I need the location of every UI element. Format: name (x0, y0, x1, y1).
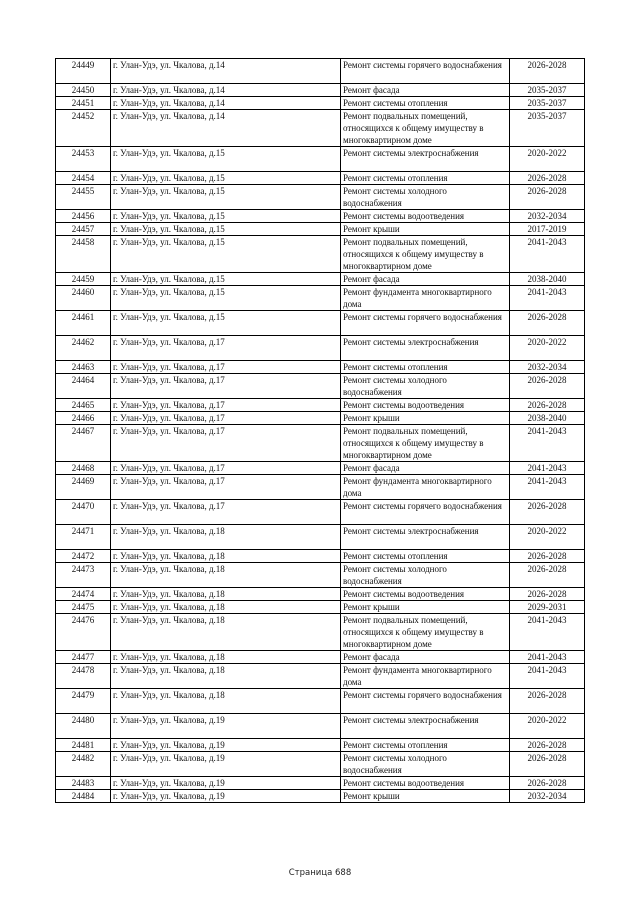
row-address: г. Улан-Удэ, ул. Чкалова, д.15 (111, 147, 341, 172)
row-number: 24450 (56, 84, 111, 97)
table-row (56, 311, 585, 336)
table-row (56, 374, 585, 399)
row-work-type: Ремонт подвальных помещений, относящихся к общему имуществу в многоквартирном доме (341, 614, 510, 651)
table-row (56, 651, 585, 664)
row-number: 24473 (56, 563, 111, 588)
row-number: 24451 (56, 97, 111, 110)
row-number: 24472 (56, 550, 111, 563)
row-address: г. Улан-Удэ, ул. Чкалова, д.15 (111, 311, 341, 336)
row-number: 24476 (56, 614, 111, 651)
row-address: г. Улан-Удэ, ул. Чкалова, д.18 (111, 689, 341, 714)
row-work-type: Ремонт фундамента многоквартирного дома (341, 286, 510, 311)
row-work-type: Ремонт системы отопления (341, 172, 510, 185)
row-work-type: Ремонт фасада (341, 651, 510, 664)
row-work-type: Ремонт системы электроснабжения (341, 714, 510, 739)
row-work-type: Ремонт крыши (341, 223, 510, 236)
row-address: г. Улан-Удэ, ул. Чкалова, д.17 (111, 475, 341, 500)
table-row (56, 412, 585, 425)
table-row (56, 475, 585, 500)
row-number: 24484 (56, 790, 111, 803)
table-row (56, 425, 585, 462)
row-number: 24470 (56, 500, 111, 525)
table-row (56, 550, 585, 563)
row-work-type: Ремонт фасада (341, 273, 510, 286)
row-period: 2026-2028 (510, 752, 585, 777)
row-number: 24479 (56, 689, 111, 714)
row-address: г. Улан-Удэ, ул. Чкалова, д.14 (111, 84, 341, 97)
row-address: г. Улан-Удэ, ул. Чкалова, д.17 (111, 500, 341, 525)
row-period: 2041-2043 (510, 614, 585, 651)
row-work-type: Ремонт крыши (341, 601, 510, 614)
row-number: 24452 (56, 110, 111, 147)
table-row (56, 97, 585, 110)
row-period: 2041-2043 (510, 475, 585, 500)
row-period: 2026-2028 (510, 550, 585, 563)
row-work-type: Ремонт системы водоотведения (341, 777, 510, 790)
row-number: 24469 (56, 475, 111, 500)
row-work-type: Ремонт фундамента многоквартирного дома (341, 664, 510, 689)
row-period: 2020-2022 (510, 714, 585, 739)
row-number: 24483 (56, 777, 111, 790)
page-number: Страница 688 (288, 868, 352, 878)
repair-schedule-table (55, 58, 585, 803)
table-row (56, 601, 585, 614)
row-address: г. Улан-Удэ, ул. Чкалова, д.17 (111, 374, 341, 399)
row-work-type: Ремонт системы горячего водоснабжения (341, 311, 510, 336)
row-number: 24461 (56, 311, 111, 336)
row-number: 24455 (56, 185, 111, 210)
row-address: г. Улан-Удэ, ул. Чкалова, д.17 (111, 412, 341, 425)
row-work-type: Ремонт крыши (341, 412, 510, 425)
table-row (56, 399, 585, 412)
row-address: г. Улан-Удэ, ул. Чкалова, д.18 (111, 664, 341, 689)
row-work-type: Ремонт фасада (341, 462, 510, 475)
table-row (56, 273, 585, 286)
table-row (56, 147, 585, 172)
row-period: 2041-2043 (510, 236, 585, 273)
row-number: 24465 (56, 399, 111, 412)
row-address: г. Улан-Удэ, ул. Чкалова, д.18 (111, 525, 341, 550)
row-period: 2026-2028 (510, 588, 585, 601)
row-work-type: Ремонт системы электроснабжения (341, 147, 510, 172)
row-period: 2038-2040 (510, 412, 585, 425)
row-number: 24456 (56, 210, 111, 223)
row-number: 24468 (56, 462, 111, 475)
row-period: 2041-2043 (510, 425, 585, 462)
row-period: 2038-2040 (510, 273, 585, 286)
table-row (56, 588, 585, 601)
row-period: 2041-2043 (510, 286, 585, 311)
table-body (56, 59, 585, 803)
row-work-type: Ремонт системы холодного водоснабжения (341, 563, 510, 588)
row-number: 24458 (56, 236, 111, 273)
row-number: 24480 (56, 714, 111, 739)
row-work-type: Ремонт системы отопления (341, 361, 510, 374)
table-row (56, 210, 585, 223)
row-work-type: Ремонт системы холодного водоснабжения (341, 752, 510, 777)
row-number: 24482 (56, 752, 111, 777)
table-row (56, 790, 585, 803)
table-row (56, 689, 585, 714)
row-period: 2026-2028 (510, 739, 585, 752)
row-period: 2035-2037 (510, 97, 585, 110)
row-number: 24460 (56, 286, 111, 311)
row-work-type: Ремонт системы электроснабжения (341, 336, 510, 361)
row-address: г. Улан-Удэ, ул. Чкалова, д.19 (111, 752, 341, 777)
table-row (56, 614, 585, 651)
row-address: г. Улан-Удэ, ул. Чкалова, д.17 (111, 399, 341, 412)
table-row (56, 739, 585, 752)
row-work-type: Ремонт подвальных помещений, относящихся к общему имуществу в многоквартирном доме (341, 236, 510, 273)
row-period: 2026-2028 (510, 374, 585, 399)
row-number: 24457 (56, 223, 111, 236)
row-period: 2017-2019 (510, 223, 585, 236)
row-number: 24449 (56, 59, 111, 84)
row-period: 2026-2028 (510, 311, 585, 336)
row-period: 2041-2043 (510, 651, 585, 664)
row-address: г. Улан-Удэ, ул. Чкалова, д.14 (111, 59, 341, 84)
row-address: г. Улан-Удэ, ул. Чкалова, д.15 (111, 223, 341, 236)
row-address: г. Улан-Удэ, ул. Чкалова, д.17 (111, 336, 341, 361)
row-address: г. Улан-Удэ, ул. Чкалова, д.14 (111, 97, 341, 110)
table-row (56, 336, 585, 361)
row-number: 24481 (56, 739, 111, 752)
row-work-type: Ремонт фундамента многоквартирного дома (341, 475, 510, 500)
row-period: 2026-2028 (510, 500, 585, 525)
table-row (56, 752, 585, 777)
row-period: 2026-2028 (510, 185, 585, 210)
table-row (56, 664, 585, 689)
row-period: 2032-2034 (510, 361, 585, 374)
row-period: 2026-2028 (510, 59, 585, 84)
row-address: г. Улан-Удэ, ул. Чкалова, д.15 (111, 236, 341, 273)
row-work-type: Ремонт системы отопления (341, 550, 510, 563)
row-number: 24462 (56, 336, 111, 361)
row-work-type: Ремонт системы горячего водоснабжения (341, 59, 510, 84)
row-address: г. Улан-Удэ, ул. Чкалова, д.17 (111, 425, 341, 462)
table-row (56, 500, 585, 525)
row-work-type: Ремонт крыши (341, 790, 510, 803)
table-row (56, 172, 585, 185)
row-number: 24459 (56, 273, 111, 286)
row-period: 2041-2043 (510, 664, 585, 689)
row-number: 24477 (56, 651, 111, 664)
row-period: 2041-2043 (510, 462, 585, 475)
row-work-type: Ремонт системы холодного водоснабжения (341, 185, 510, 210)
row-number: 24464 (56, 374, 111, 399)
table-row (56, 286, 585, 311)
row-work-type: Ремонт системы отопления (341, 97, 510, 110)
row-period: 2026-2028 (510, 172, 585, 185)
row-work-type: Ремонт системы водоотведения (341, 210, 510, 223)
row-work-type: Ремонт системы отопления (341, 739, 510, 752)
row-address: г. Улан-Удэ, ул. Чкалова, д.15 (111, 210, 341, 223)
row-address: г. Улан-Удэ, ул. Чкалова, д.18 (111, 614, 341, 651)
row-address: г. Улан-Удэ, ул. Чкалова, д.19 (111, 714, 341, 739)
table-row (56, 59, 585, 84)
row-period: 2035-2037 (510, 84, 585, 97)
row-address: г. Улан-Удэ, ул. Чкалова, д.17 (111, 361, 341, 374)
row-address: г. Улан-Удэ, ул. Чкалова, д.18 (111, 563, 341, 588)
table-row (56, 563, 585, 588)
row-address: г. Улан-Удэ, ул. Чкалова, д.15 (111, 172, 341, 185)
table-row (56, 236, 585, 273)
table-row (56, 714, 585, 739)
row-work-type: Ремонт фасада (341, 84, 510, 97)
row-number: 24478 (56, 664, 111, 689)
table-row (56, 525, 585, 550)
row-period: 2020-2022 (510, 525, 585, 550)
row-period: 2026-2028 (510, 689, 585, 714)
row-work-type: Ремонт системы горячего водоснабжения (341, 500, 510, 525)
row-address: г. Улан-Удэ, ул. Чкалова, д.18 (111, 651, 341, 664)
row-work-type: Ремонт системы холодного водоснабжения (341, 374, 510, 399)
row-number: 24471 (56, 525, 111, 550)
table-row (56, 777, 585, 790)
row-address: г. Улан-Удэ, ул. Чкалова, д.15 (111, 286, 341, 311)
row-address: г. Улан-Удэ, ул. Чкалова, д.19 (111, 777, 341, 790)
row-period: 2035-2037 (510, 110, 585, 147)
row-number: 24453 (56, 147, 111, 172)
row-period: 2032-2034 (510, 790, 585, 803)
table-row (56, 361, 585, 374)
row-number: 24466 (56, 412, 111, 425)
row-address: г. Улан-Удэ, ул. Чкалова, д.14 (111, 110, 341, 147)
table-row (56, 223, 585, 236)
table-row (56, 185, 585, 210)
row-work-type: Ремонт подвальных помещений, относящихся к общему имуществу в многоквартирном доме (341, 110, 510, 147)
row-address: г. Улан-Удэ, ул. Чкалова, д.18 (111, 588, 341, 601)
table-row (56, 84, 585, 97)
row-work-type: Ремонт системы водоотведения (341, 588, 510, 601)
row-address: г. Улан-Удэ, ул. Чкалова, д.18 (111, 601, 341, 614)
row-address: г. Улан-Удэ, ул. Чкалова, д.18 (111, 550, 341, 563)
row-address: г. Улан-Удэ, ул. Чкалова, д.15 (111, 273, 341, 286)
row-work-type: Ремонт системы горячего водоснабжения (341, 689, 510, 714)
row-period: 2032-2034 (510, 210, 585, 223)
row-work-type: Ремонт системы электроснабжения (341, 525, 510, 550)
row-period: 2026-2028 (510, 399, 585, 412)
row-period: 2026-2028 (510, 563, 585, 588)
row-work-type: Ремонт подвальных помещений, относящихся к общему имуществу в многоквартирном доме (341, 425, 510, 462)
row-number: 24475 (56, 601, 111, 614)
row-period: 2029-2031 (510, 601, 585, 614)
row-work-type: Ремонт системы водоотведения (341, 399, 510, 412)
row-address: г. Улан-Удэ, ул. Чкалова, д.19 (111, 739, 341, 752)
row-number: 24474 (56, 588, 111, 601)
row-number: 24463 (56, 361, 111, 374)
row-address: г. Улан-Удэ, ул. Чкалова, д.15 (111, 185, 341, 210)
row-period: 2026-2028 (510, 777, 585, 790)
row-period: 2020-2022 (510, 336, 585, 361)
row-number: 24454 (56, 172, 111, 185)
row-address: г. Улан-Удэ, ул. Чкалова, д.17 (111, 462, 341, 475)
row-address: г. Улан-Удэ, ул. Чкалова, д.19 (111, 790, 341, 803)
table-row (56, 462, 585, 475)
row-period: 2020-2022 (510, 147, 585, 172)
row-number: 24467 (56, 425, 111, 462)
table-row (56, 110, 585, 147)
